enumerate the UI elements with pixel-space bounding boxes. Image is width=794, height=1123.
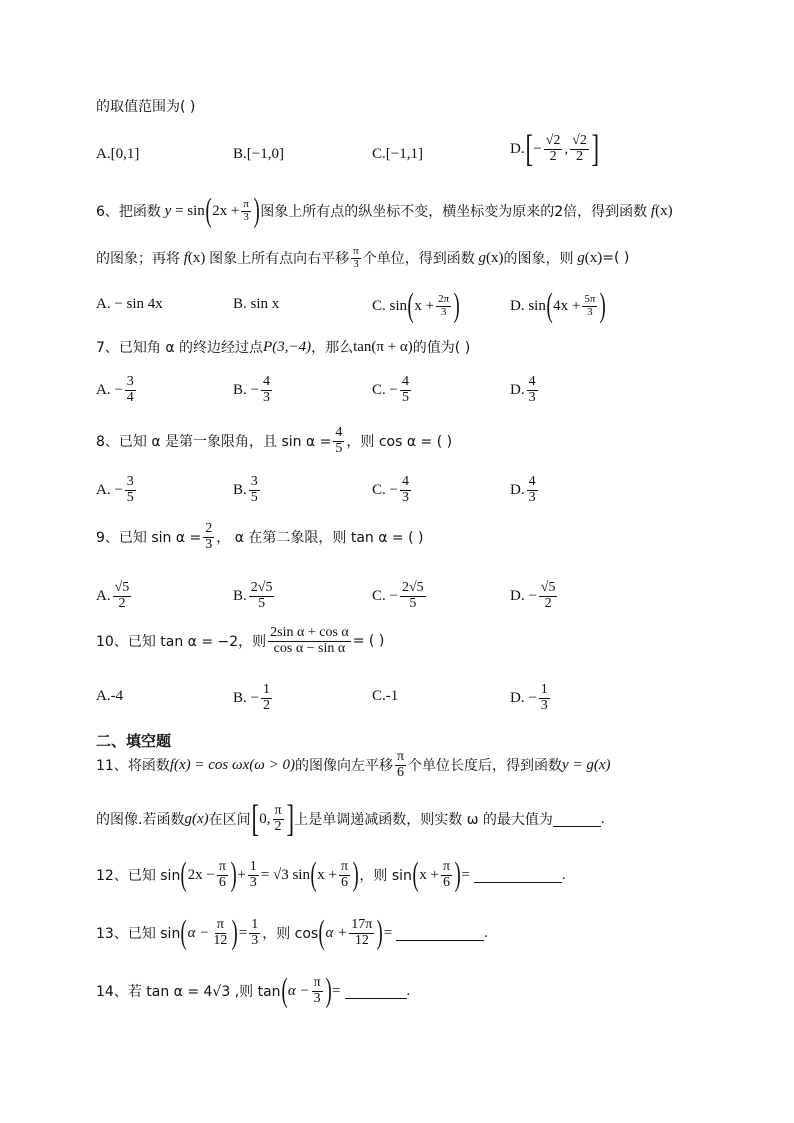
q8-choice-c[interactable]: C. − $\frac{4}{3}$ (372, 473, 409, 505)
q8-choice-d[interactable]: D. $\frac{4}{3}$ (510, 473, 536, 505)
q7-choices (96, 370, 734, 410)
q6-choices (96, 287, 734, 324)
q7-choice-a[interactable]: A. − $\frac{3}{4}$ (96, 373, 134, 405)
q5-d-frac-2: $\frac{√2}{2}$ (572, 132, 587, 164)
q9-choice-a[interactable]: A. $\frac{√5}{2}$ (96, 579, 130, 611)
q13-answer-blank[interactable] (396, 926, 484, 941)
q7-choice-b[interactable]: B. − $\frac{4}{3}$ (233, 373, 270, 405)
q14-line: 14、若 tan α = 4√3 ,则 tan ( α − $\frac{\pi}{3}$ ) = . (96, 972, 411, 1009)
q8-choices (96, 470, 734, 510)
q8-choice-b[interactable]: B. $\frac{3}{5}$ (233, 473, 258, 505)
q9-line: 9、已知 sin α = $\frac{2}{3}$ ， α 在第二象限，则 tan α = ( ) (96, 521, 424, 552)
q5-choice-a[interactable]: A. [0,1] (96, 145, 140, 162)
q6-line-2: 的图象；再将 f (x) 图象上所有点向右平移 $\frac{\pi}{3}$ 个单位，得到函数 g (x) 的图象，则 g (x) =( ) (96, 245, 630, 270)
q6-line-1: 6、把函数 y = sin ( 2x + $\frac{\pi}{3}$ ) 图象上所有点的纵坐标不变，横坐标变为原来的2倍，得到函数 f (x) (96, 192, 673, 229)
q7-line: 7、已知角 α 的终边经过点 P(3,−4) ，那么 tan(π + α) 的值为( ) (96, 338, 471, 356)
q6-choice-d[interactable]: D. sin ( 4x + $\frac{5\pi}{3}$ ) (510, 287, 607, 324)
q5-choice-c[interactable]: C. [−1,1] (372, 145, 423, 162)
q10-choice-a[interactable]: A.-4 (96, 688, 124, 704)
q9-choice-d[interactable]: D. − $\frac{√5}{2}$ (510, 579, 556, 611)
choice-fraction: $\frac{1}{2}$ (262, 681, 270, 713)
q13-line: 13、已知 sin ( α − $\frac{\pi}{12}$ ) = $\frac{1}{3}$ ，则 cos ( α + $\frac{17\pi}{12}$ ) = . (96, 914, 488, 951)
q9-choices (96, 574, 734, 618)
q6-choice-c[interactable]: C. sin ( x + $\frac{2\pi}{3}$ ) (372, 287, 460, 324)
q6-shift-frac: $\frac{\pi}{3}$ (353, 245, 359, 270)
choice-fraction: $\frac{√5}{2}$ (114, 579, 130, 611)
q6-frac: $\frac{\pi}{3}$ (243, 197, 249, 223)
q10-line: 10、已知 tan α = −2，则 $\frac{\text{2sin α + cos α}}{\text{cos α − sin α}}$ = ( ) (96, 625, 385, 656)
q11-answer-blank[interactable] (553, 812, 601, 827)
q11-line-2: 的图像.若函数 g(x) 在区间 [ 0, $\frac{\pi}{2}$ ] 上是单调递减函数，则实数 ω 的最大值为 . (96, 798, 605, 840)
choice-fraction: $\frac{3}{5}$ (126, 473, 134, 505)
q11-line-1: 11、将函数 f(x) = cos ωx(ω > 0) 的图像向左平移 $\frac{\pi}{6}$ 个单位长度后，得到函数 y = g(x) (96, 749, 611, 780)
q7-choice-c[interactable]: C. − $\frac{4}{5}$ (372, 373, 409, 405)
choice-fraction: $\frac{√5}{2}$ (540, 579, 556, 611)
choice-fraction: $\frac{1}{3}$ (540, 681, 548, 713)
q8-line: 8、已知 α 是第一象限角，且 sin α = $\frac{4}{5}$ ，则 cos α = ( ) (96, 425, 453, 456)
choice-fraction: $\frac{4}{3}$ (401, 473, 409, 505)
q12-line: 12、已知 sin ( 2x − $\frac{\pi}{6}$ ) + $\frac{1}{3}$ = √3 sin ( x + $\frac{\pi}{6}$ ) ，则 sin ( x + $\frac{\pi}{6}$ ) = . (96, 856, 566, 893)
q5-choice-b[interactable]: B. [−1,0] (233, 145, 284, 162)
choice-fraction: $\frac{4}{3}$ (528, 473, 536, 505)
q14-answer-blank[interactable] (345, 984, 407, 999)
q5-tail-text: 的取值范围为( ) (96, 99, 196, 115)
choice-fraction: $\frac{4}{3}$ (262, 373, 270, 405)
choice-fraction: $\frac{2√5}{5}$ (401, 579, 424, 611)
q10-choice-d[interactable]: D. − $\frac{1}{3}$ (510, 681, 548, 713)
q5-choices (96, 128, 734, 170)
q12-answer-blank[interactable] (474, 868, 562, 883)
q9-choice-c[interactable]: C. − $\frac{2√5}{5}$ (372, 579, 424, 611)
choice-fraction: $\frac{4}{5}$ (401, 373, 409, 405)
q5-tail-line (96, 96, 195, 116)
section-fill-in-title: 二、填空题 (96, 732, 172, 750)
choice-fraction: $\frac{2√5}{5}$ (250, 579, 273, 611)
q9-choice-b[interactable]: B. $\frac{2√5}{5}$ (233, 579, 273, 611)
q5-choice-d[interactable]: D. [ − $\frac{√2}{2}$ , $\frac{√2}{2}$ ] (510, 128, 599, 170)
q10-choice-b[interactable]: B. − $\frac{1}{2}$ (233, 681, 270, 713)
choice-fraction: $\frac{4}{3}$ (528, 373, 536, 405)
q6-choice-a[interactable]: A. − sin 4x (96, 296, 163, 312)
choice-fraction: $\frac{3}{4}$ (126, 373, 134, 405)
q8-choice-a[interactable]: A. − $\frac{3}{5}$ (96, 473, 134, 505)
q5-d-frac-1: $\frac{√2}{2}$ (545, 132, 561, 164)
q7-choice-d[interactable]: D. $\frac{4}{3}$ (510, 373, 536, 405)
choice-fraction: $\frac{3}{5}$ (250, 473, 258, 505)
q10-choices (96, 678, 734, 718)
q10-choice-c[interactable]: C.-1 (372, 688, 399, 704)
q6-choice-b[interactable]: B. sin x (233, 296, 280, 312)
